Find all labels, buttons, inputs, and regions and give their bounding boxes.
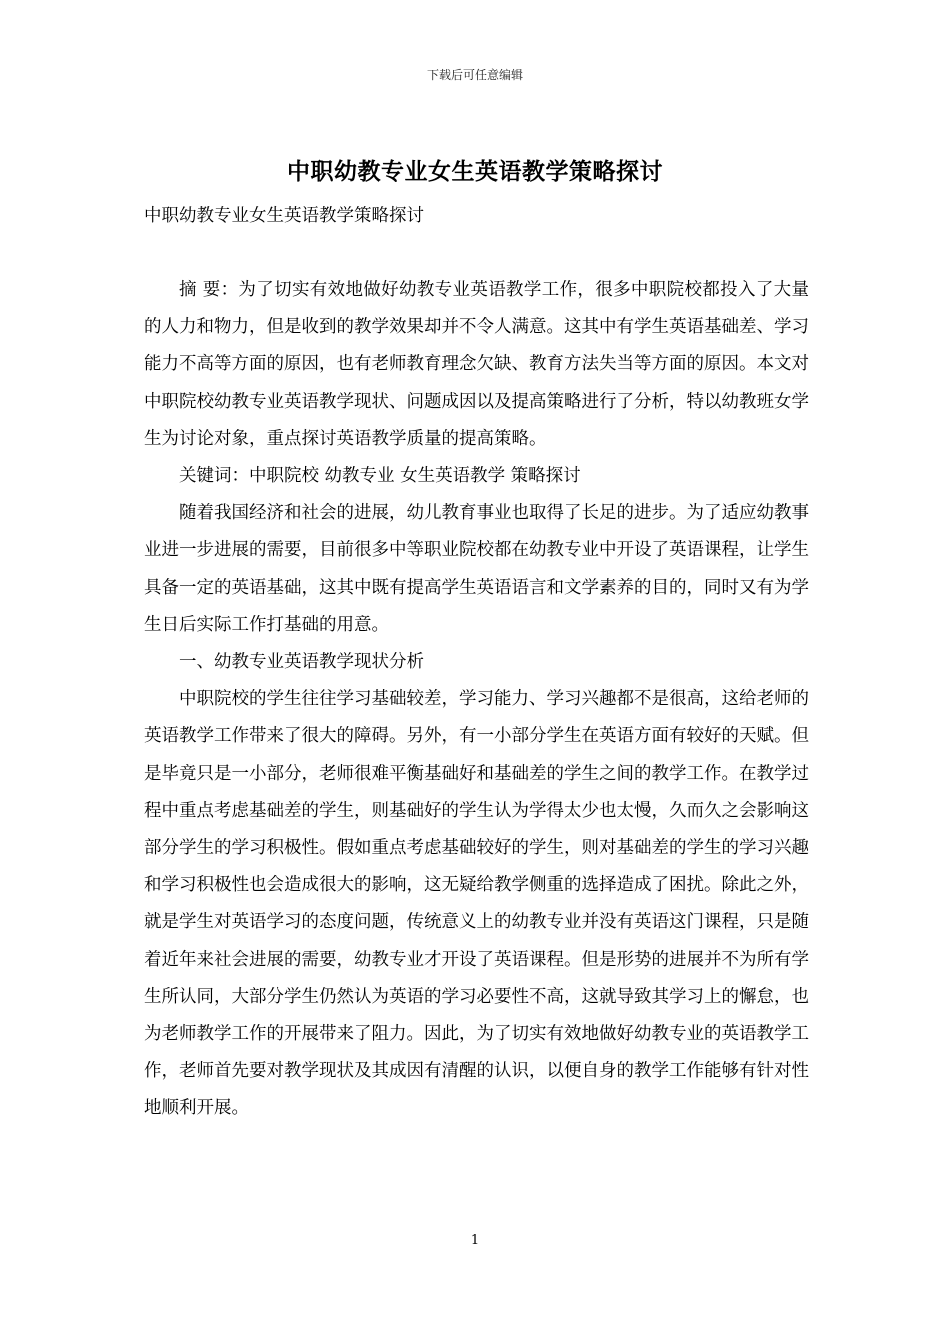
document-subtitle: 中职幼教专业女生英语教学策略探讨 [144,206,424,226]
intro-paragraph: 随着我国经济和社会的进展，幼儿教育事业也取得了长足的进步。为了适应幼教事业进一步进展的需要，目前很多中等职业院校都在幼教专业中开设了英语课程，让学生具备一定的英语基础，这其中既有提高学生英语语言和文学素养的目的，同时又有为学生日后实际工作打基础的用意。 [144,503,809,635]
page-number: 1 [470,1233,480,1248]
document-title: 中职幼教专业女生英语教学策略探讨 [287,158,663,185]
document-body [144,272,809,1128]
keywords-paragraph: 关键词：中职院校 幼教专业 女生英语教学 策略探讨 [179,466,581,487]
section-paragraph: 中职院校的学生往往学习基础较差，学习能力、学习兴趣都不是很高，这给老师的英语教学工作带来了很大的障碍。另外，有一小部分学生在英语方面有较好的天赋。但是毕竟只是一小部分，老师很难平衡基础好和基础差的学生之间的教学工作。在教学过程中重点考虑基础差的学生，则基础好的学生认为学得太少也太慢，久而久之会影响这部分学生的学习积极性。假如重点考虑基础较好的学生，则对基础差的学生的学习兴趣和学习积极性也会造成很大的影响，这无疑给教学侧重的选择造成了困扰。除此之外，就是学生对英语学习的态度问题，传统意义上的幼教专业并没有英语这门课程，只是随着近年来社会进展的需要，幼教专业才开设了英语课程。但是形势的进展并不为所有学生所认同，大部分学生仍然认为英语的学习必要性不高，这就导致其学习上的懈怠，也为老师教学工作的开展带来了阻力。因此，为了切实有效地做好幼教专业的英语教学工作，老师首先要对教学现状及其成因有清醒的认识，以便自身的教学工作能够有针对性地顺利开展。 [144,689,809,1119]
abstract-paragraph: 摘 要：为了切实有效地做好幼教专业英语教学工作，很多中职院校都投入了大量的人力和物力，但是收到的教学效果却并不令人满意。这其中有学生英语基础差、学习能力不高等方面的原因，也有老师教育理念欠缺、教育方法失当等方面的原因。本文对中职院校幼教专业英语教学现状、问题成因以及提高策略进行了分析，特以幼教班女学生为讨论对象，重点探讨英语教学质量的提高策略。 [144,280,809,449]
section-heading: 一、幼教专业英语教学现状分析 [179,652,424,673]
header-note: 下载后可任意编辑 [426,68,523,82]
